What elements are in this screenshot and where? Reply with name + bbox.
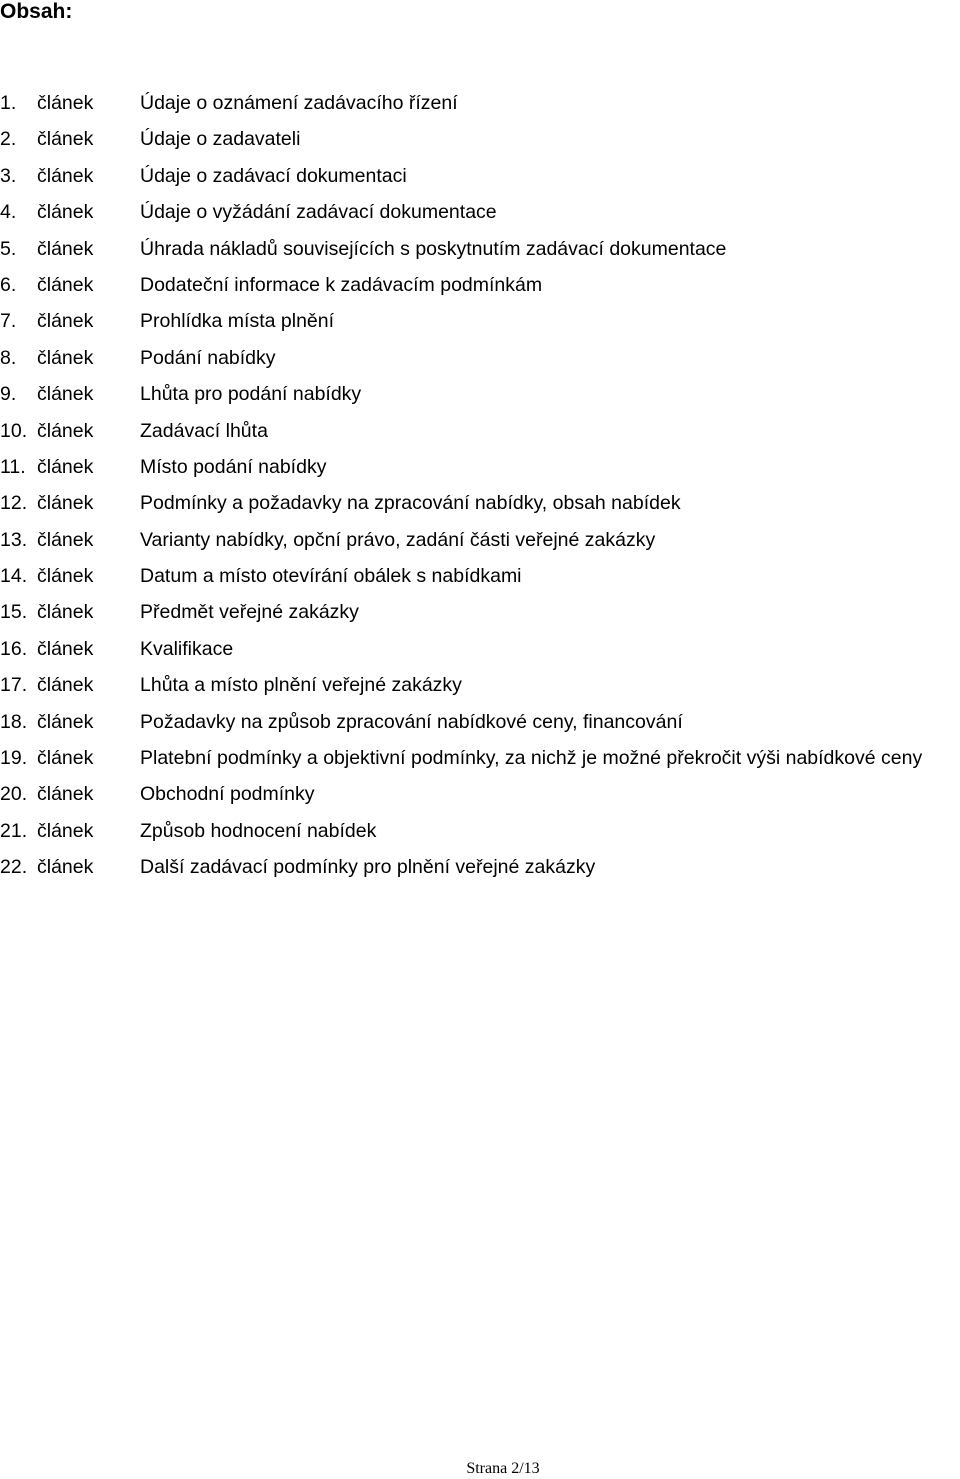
- toc-item-label: článek: [37, 747, 94, 770]
- toc-item: [0, 594, 960, 630]
- toc-item-label: článek: [37, 273, 94, 296]
- toc-item-title: Místo podání nabídky: [140, 455, 327, 478]
- toc-item-title: Varianty nabídky, opční právo, zadání části veřejné zakázky: [140, 528, 656, 551]
- toc-item-number: 3.: [0, 164, 17, 187]
- toc-item: [0, 85, 960, 121]
- toc-item: [0, 485, 960, 521]
- page-number: Strana 2/13: [466, 1460, 540, 1477]
- toc-item-title: Kvalifikace: [140, 637, 234, 660]
- toc-item-label: článek: [37, 419, 94, 442]
- toc-item-label: článek: [37, 164, 94, 187]
- toc-item-label: článek: [37, 565, 94, 588]
- toc-item-label: článek: [37, 346, 94, 369]
- toc-item-title: Podání nabídky: [140, 346, 276, 369]
- toc-item: [0, 413, 960, 449]
- toc-item: [0, 813, 960, 849]
- toc-item: [0, 303, 960, 339]
- toc-item-number: 4.: [0, 201, 17, 224]
- toc-item-title: Datum a místo otevírání obálek s nabídkami: [140, 565, 522, 588]
- toc-item-label: článek: [37, 237, 94, 260]
- toc-item-number: 7.: [0, 310, 17, 333]
- toc-item-number: 1.: [0, 92, 17, 114]
- toc-item-title: Údaje o oznámení zadávacího řízení: [140, 92, 458, 114]
- toc-item-number: 16.: [0, 637, 28, 660]
- toc-item: [0, 522, 960, 558]
- toc-item-label: článek: [37, 310, 94, 333]
- toc-item-number: 5.: [0, 237, 17, 260]
- toc-item-number: 2.: [0, 128, 17, 151]
- toc-item-number: 6.: [0, 273, 17, 296]
- toc-item-title: Předmět veřejné zakázky: [140, 601, 359, 624]
- toc-item: [0, 667, 960, 703]
- toc-item-label: článek: [37, 819, 94, 842]
- toc-item: [0, 740, 960, 776]
- toc-item-title: Platební podmínky a objektivní podmínky, za nichž je možné překročit výši nabídkové ceny: [140, 747, 923, 770]
- toc-item-label: článek: [37, 783, 94, 806]
- toc-item-number: 17.: [0, 674, 28, 697]
- page-heading: Obsah:: [0, 0, 73, 23]
- toc-item: [0, 194, 960, 230]
- toc-item-title: Údaje o vyžádání zadávací dokumentace: [140, 201, 497, 224]
- toc-item-title: Zadávací lhůta: [140, 419, 268, 442]
- toc-item-label: článek: [37, 601, 94, 624]
- toc-item: [0, 776, 960, 812]
- toc-item-title: Údaje o zadávací dokumentaci: [140, 164, 407, 187]
- toc-item: [0, 231, 960, 267]
- toc-item-number: 9.: [0, 383, 17, 406]
- toc-item-title: Další zadávací podmínky pro plnění veřejné zakázky: [140, 856, 596, 879]
- toc-item-title: Dodateční informace k zadávacím podmínkám: [140, 273, 543, 296]
- toc-item: [0, 158, 960, 194]
- toc-item: [0, 704, 960, 740]
- toc-item-title: Úhrada nákladů souvisejících s poskytnutím zadávací dokumentace: [140, 237, 727, 260]
- toc-item: [0, 558, 960, 594]
- toc-item-title: Podmínky a požadavky na zpracování nabídky, obsah nabídek: [140, 492, 681, 515]
- toc-item: [0, 449, 960, 485]
- toc-item-label: článek: [37, 674, 94, 697]
- toc-item-number: 14.: [0, 565, 28, 588]
- table-of-contents: [0, 85, 960, 886]
- toc-item: [0, 267, 960, 303]
- toc-item-label: článek: [37, 528, 94, 551]
- toc-item-label: článek: [37, 710, 94, 733]
- toc-item: [0, 340, 960, 376]
- toc-item-title: Lhůta a místo plnění veřejné zakázky: [140, 674, 462, 697]
- toc-item-title: Obchodní podmínky: [140, 783, 315, 806]
- toc-item-label: článek: [37, 383, 94, 406]
- toc-item-number: 18.: [0, 710, 28, 733]
- toc-item-number: 13.: [0, 528, 28, 551]
- toc-item-label: článek: [37, 492, 94, 515]
- toc-item-title: Lhůta pro podání nabídky: [140, 383, 362, 406]
- toc-item: [0, 121, 960, 157]
- toc-item-number: 20.: [0, 783, 28, 806]
- toc-item-title: Způsob hodnocení nabídek: [140, 819, 377, 842]
- toc-item-number: 8.: [0, 346, 17, 369]
- toc-item-label: článek: [37, 637, 94, 660]
- toc-item-title: Prohlídka místa plnění: [140, 310, 335, 333]
- toc-item-title: Údaje o zadavateli: [140, 128, 301, 151]
- toc-item: [0, 376, 960, 412]
- toc-item-label: článek: [37, 856, 94, 879]
- toc-item-label: článek: [37, 92, 94, 114]
- toc-item-number: 19.: [0, 747, 28, 770]
- toc-item-number: 11.: [0, 455, 26, 478]
- toc-item-label: článek: [37, 201, 94, 224]
- toc-item-number: 21.: [0, 819, 28, 842]
- toc-item-title: Požadavky na způsob zpracování nabídkové ceny, financování: [140, 710, 683, 733]
- toc-item-label: článek: [37, 128, 94, 151]
- toc-item-number: 10.: [0, 419, 28, 442]
- toc-item: [0, 849, 960, 885]
- toc-item: [0, 631, 960, 667]
- toc-item-number: 15.: [0, 601, 28, 624]
- toc-item-label: článek: [37, 455, 94, 478]
- toc-item-number: 22.: [0, 856, 28, 879]
- toc-item-number: 12.: [0, 492, 28, 515]
